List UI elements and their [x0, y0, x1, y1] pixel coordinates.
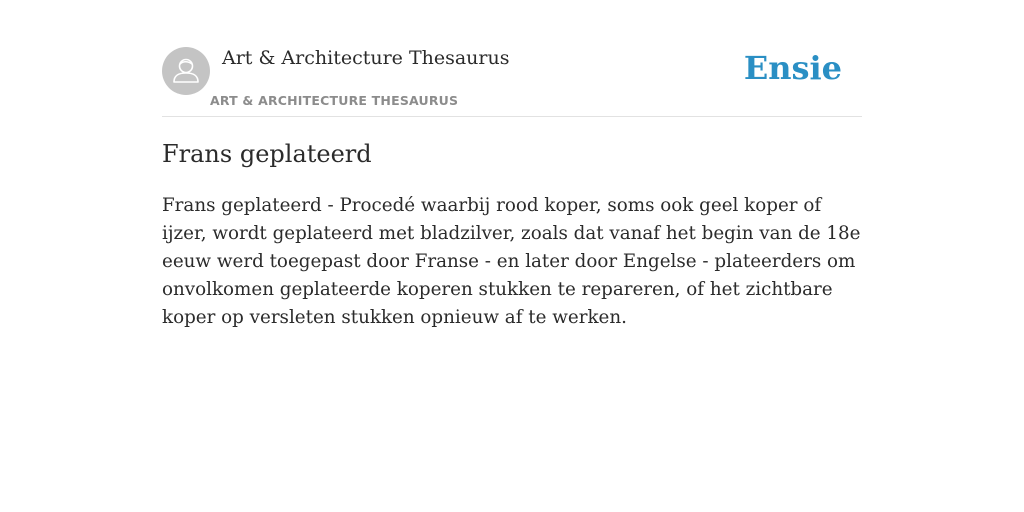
ensie-logo[interactable]: Ensie — [743, 49, 842, 87]
user-placeholder-icon — [162, 47, 210, 95]
definition-text: Frans geplateerd - Procedé waarbij rood koper, soms ook geel koper of ijzer, wordt geplateerd met bladzilver, zoals dat vanaf het begin van de 18e eeuw werd toegepast door Franse - en later door Engelse - plateerders om onvolkomen geplateerde koperen stukken te repareren, of het zichtbare koper op versleten stukken opnieuw af te werken. — [162, 195, 861, 328]
source-title[interactable]: Art & Architecture Thesaurus — [222, 47, 510, 69]
page-title: Frans geplateerd — [162, 140, 372, 168]
entry-card — [162, 0, 862, 328]
source-subtitle[interactable]: ART & ARCHITECTURE THESAURUS — [210, 93, 459, 108]
entry-header — [162, 0, 862, 117]
avatar[interactable] — [162, 47, 210, 95]
